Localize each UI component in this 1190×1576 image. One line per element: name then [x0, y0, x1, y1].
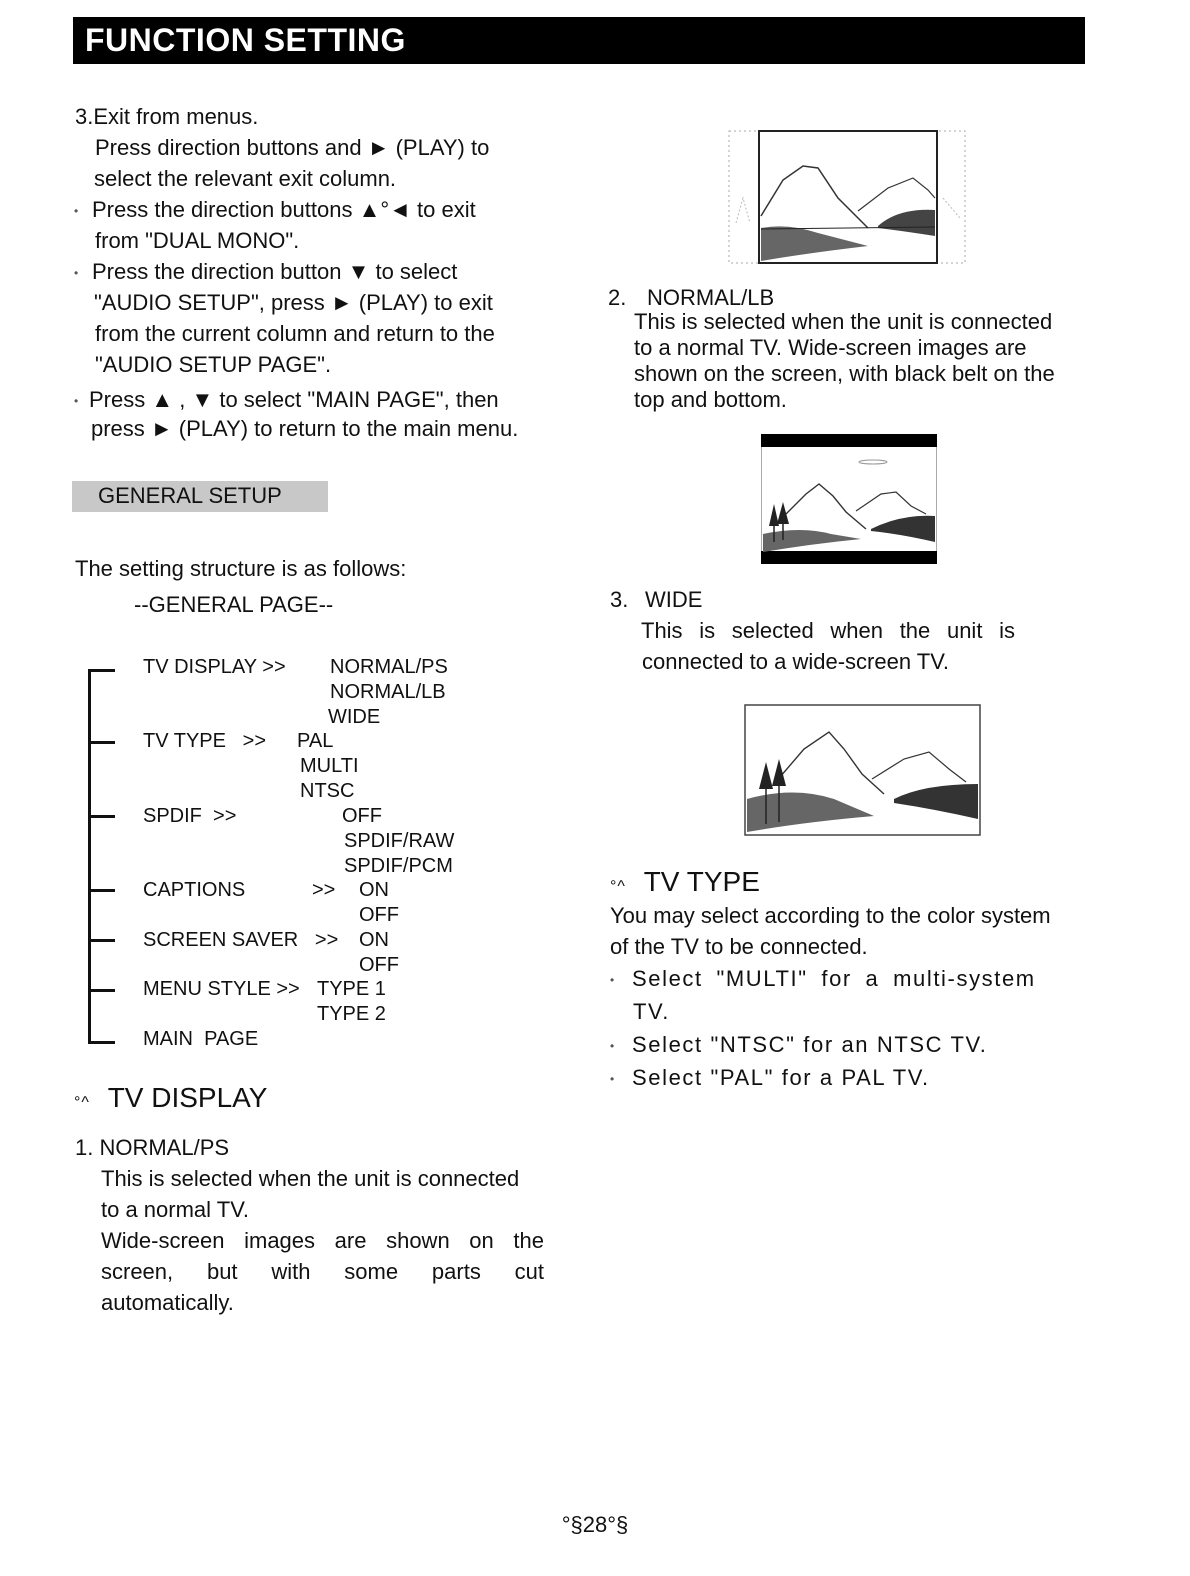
normal-ps-line: automatically. [101, 1290, 234, 1315]
tree-option: WIDE [328, 706, 381, 728]
bullet-icon: • [74, 265, 79, 280]
wide-illustration [744, 704, 981, 836]
tree-option: NORMAL/LB [330, 681, 446, 703]
tv-type-bullet-ntsc: • Select "NTSC" for an NTSC TV. [610, 1029, 987, 1062]
heading-bullet-icon: °^ [610, 878, 626, 895]
exit-intro-line-2: select the relevant exit column. [94, 166, 397, 191]
bullet-icon: • [610, 1071, 616, 1086]
wide-line: connected to a wide-screen TV. [642, 649, 949, 674]
normal-ps-line: to a normal TV. [101, 1197, 249, 1222]
tree-item-tv-type: TV TYPE >> [143, 730, 267, 752]
tree-branch-line [88, 989, 115, 992]
tv-type-bullet-multi: • Select "MULTI" for a multi-system [610, 963, 1036, 996]
tree-branch-line [88, 815, 115, 818]
tree-option: TYPE 2 [317, 1003, 386, 1025]
exit-heading: 3.Exit from menus. [75, 104, 259, 129]
general-setup-label-box [72, 481, 328, 512]
exit-intro-line-1: Press direction buttons and ► (PLAY) to [95, 135, 490, 160]
normal-ps-line: This is selected when the unit is connected [101, 1166, 520, 1191]
normal-lb-title: NORMAL/LB [647, 285, 775, 310]
exit-bullet-2-line-2: "AUDIO SETUP", press ► (PLAY) to exit [94, 290, 493, 315]
tree-item-menu-style: MENU STYLE >> [143, 978, 300, 1000]
tree-option: MULTI [300, 755, 359, 777]
general-setup-label: GENERAL SETUP [98, 483, 282, 508]
tree-option: NORMAL/PS [330, 656, 448, 678]
tree-trunk-line [88, 670, 91, 1043]
general-page-title: --GENERAL PAGE-- [134, 592, 334, 617]
tree-item-main-page: MAIN PAGE [143, 1028, 259, 1050]
exit-bullet-1: • Press the direction buttons ▲°◄ to exit [74, 194, 476, 227]
tree-item-tv-display: TV DISPLAY >> [143, 656, 286, 678]
wide-title: WIDE [645, 587, 703, 612]
exit-bullet-3: • Press ▲ , ▼ to select "MAIN PAGE", then [74, 384, 499, 417]
normal-lb-number: 2. [608, 285, 627, 310]
tree-option: SPDIF/PCM [344, 855, 453, 877]
tree-option: OFF [359, 904, 399, 926]
normal-ps-line: Wide-screen images are shown on the [101, 1228, 544, 1253]
tree-item-screen-saver: SCREEN SAVER >> [143, 929, 339, 951]
page-number: °§28°§ [561, 1512, 629, 1537]
tv-type-bullet-pal: • Select "PAL" for a PAL TV. [610, 1062, 930, 1095]
tree-option: ON [359, 929, 389, 951]
tree-branch-line [88, 669, 115, 672]
tv-type-heading: °^ TV TYPE [610, 866, 760, 897]
tree-arrow: >> [312, 879, 336, 901]
normal-lb-illustration [761, 434, 937, 564]
tree-item-captions: CAPTIONS [143, 879, 246, 901]
exit-bullet-2: • Press the direction button ▼ to select [74, 256, 457, 289]
wide-line: This is selected when the unit is [641, 618, 1015, 643]
tree-branch-line [88, 889, 115, 892]
normal-lb-line: This is selected when the unit is connected [634, 309, 1053, 334]
bullet-icon: • [74, 203, 79, 218]
tree-branch-line [88, 1041, 115, 1044]
normal-ps-title: 1. NORMAL/PS [75, 1135, 230, 1160]
tree-option: PAL [297, 730, 334, 752]
normal-lb-line: shown on the screen, with black belt on the [634, 361, 1055, 386]
exit-bullet-2-line-3: from the current column and return to the [95, 321, 495, 346]
tree-option: SPDIF/RAW [344, 830, 455, 852]
tree-option: OFF [359, 954, 399, 976]
tv-type-intro-line: of the TV to be connected. [610, 934, 868, 959]
tree-option: OFF [342, 805, 382, 827]
tv-display-heading: °^ TV DISPLAY [74, 1082, 268, 1113]
exit-bullet-2-line-4: "AUDIO SETUP PAGE". [95, 352, 332, 377]
exit-bullet-3-line-2: press ► (PLAY) to return to the main menu. [91, 416, 519, 441]
tree-item-spdif: SPDIF >> [143, 805, 237, 827]
page-title: FUNCTION SETTING [85, 22, 406, 58]
normal-lb-line: to a normal TV. Wide-screen images are [634, 335, 1027, 360]
normal-ps-illustration [728, 128, 968, 266]
bullet-icon: • [74, 393, 79, 408]
bullet-icon: • [610, 972, 616, 987]
tree-branch-line [88, 741, 115, 744]
bullet-icon: • [610, 1038, 616, 1053]
tv-type-intro-line: You may select according to the color system [610, 903, 1051, 928]
normal-lb-line: top and bottom. [634, 387, 787, 412]
tree-branch-line [88, 939, 115, 942]
structure-intro: The setting structure is as follows: [75, 556, 407, 581]
tree-option: ON [359, 879, 389, 901]
normal-ps-line: screen, but with some parts cut [101, 1259, 544, 1284]
exit-bullet-1-line-2: from "DUAL MONO". [95, 228, 300, 253]
wide-number: 3. [610, 587, 629, 612]
tree-option: NTSC [300, 780, 355, 802]
header-bar [73, 17, 1085, 64]
tree-option: TYPE 1 [317, 978, 386, 1000]
heading-bullet-icon: °^ [74, 1094, 90, 1111]
tv-type-bullet-multi-line-2: TV. [633, 999, 671, 1024]
